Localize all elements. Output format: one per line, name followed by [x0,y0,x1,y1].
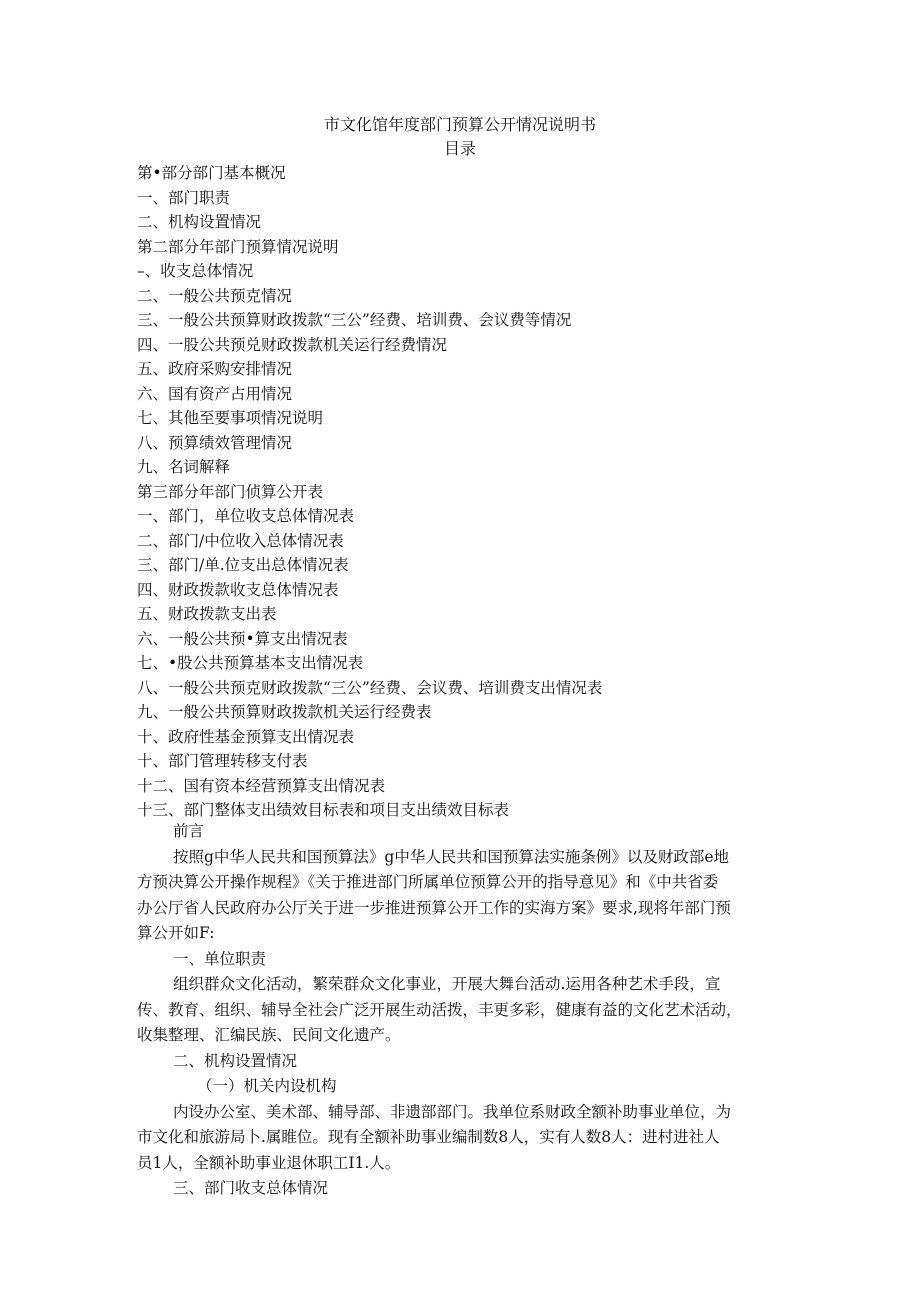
paragraph-line: 按照g中华人民共和国预算法》g中华人民共和国预算法实施条例》以及财政部e地 [173,847,730,866]
toc-item: 七、•股公共预算基本支出情况表 [137,654,364,672]
paragraph-line: 方预决算公开操作规程》《关于推进部门所属单位预算公开的指导意见》和《中共省委 [137,873,719,891]
preface-paragraph [137,845,797,947]
toc-item: 三、部门/单.位支出总体情况表 [137,556,349,574]
section-heading-duties: 一、单位职责 [173,949,267,968]
paragraph-line: 办公厅省人民政府办公厅关于进一步推进预算公开工作的实海方案》要求,现将年部门预 [137,898,731,917]
toc-item: 七、其他至要事项情况说明 [137,409,324,427]
toc-item: 六、国有资产占用情况 [137,384,293,403]
toc-item: –、收支总体情况 [137,262,254,280]
toc-item: 四、财政拨款收支总体情况表 [137,580,339,599]
toc-item: 十三、部门整体支出绩效目标表和项目支出绩效目标表 [137,801,510,819]
table-of-contents [137,161,817,823]
paragraph-line: 内设办公室、美术部、辅导部、非遗部部门。我单位系财政全额补助事业单位，为 [173,1102,732,1121]
toc-item: 十、政府性基金预算支出情况表 [137,727,355,746]
toc-item: 九、名词解释 [137,458,231,476]
paragraph-line: 传、教育、组织、辅导全社会广泛开展生动活拨，丰更多彩，健康有益的文化艺术活动， [137,1000,742,1019]
toc-item: 五、政府采购安排情况 [137,360,293,378]
paragraph-line: 算公开如F: [137,924,215,942]
organization-paragraph [137,1100,797,1177]
toc-item: 八、一般公共预克财政拨款“三公”经费、会议费、培训费支出情况表 [137,678,603,697]
toc-item: 五、财政拨款支出表 [137,605,277,623]
toc-item: 第•部分部门基本概况 [137,164,286,182]
duties-paragraph [137,972,797,1049]
toc-item: 三、一般公共预算财政拨款“三公”经费、培训费、会议费等情况 [137,311,572,329]
toc-item: 二、一般公共预克情况 [137,286,293,305]
preface-heading: 前言 [173,822,205,840]
toc-item: 六、一般公共预•算支出情况表 [137,629,348,648]
paragraph-line: 市文化和旅游局卜.属睢位。现有全额补助事业编制数8人，实有人数8人：进村进社人 [137,1128,720,1146]
toc-item: 第二部分年部门预算情况说明 [137,237,339,256]
document-body [137,819,797,1202]
document-title: 市文化馆年度部门预算公开情况说明书 [323,115,596,134]
paragraph-line: 组织群众文化活动，繁荣群众文化事业，开展大舞台活动.运用各种艺术手段，宣 [173,975,721,993]
toc-item: 一、部门职责 [137,188,231,207]
subsection-heading-internal: （一）机关内设机构 [197,1077,337,1095]
toc-item: 二、机构设置情况 [137,213,262,231]
paragraph-line: 收集整理、汇编民族、民间文化遗产。 [137,1026,401,1044]
section-heading-budget-overview: 三、部门收支总体情况 [173,1179,329,1197]
toc-item: 十、部门管理转移支付表 [137,752,308,770]
paragraph-line: 员1人，全额补助事业退休职工I1.人。 [137,1153,401,1172]
section-heading-organization: 二、机构设置情况 [173,1051,298,1070]
toc-heading: 目录 [443,139,476,158]
toc-item: 四、一股公共预兑财政拨款机关运行经费情况 [137,335,448,354]
toc-item: 八、预算绩效管理情况 [137,433,293,452]
toc-item: 九、一般公共预算财政拨款机关运行经费表 [137,703,432,721]
toc-item: 一、部门，单位收支总体情况表 [137,507,355,525]
toc-item: 第三部分年部门侦算公开表 [137,482,324,501]
toc-item: 二、部门/中位收入总体情况表 [137,531,344,550]
toc-item: 十二、国有资本经营预算支出情况表 [137,776,386,795]
